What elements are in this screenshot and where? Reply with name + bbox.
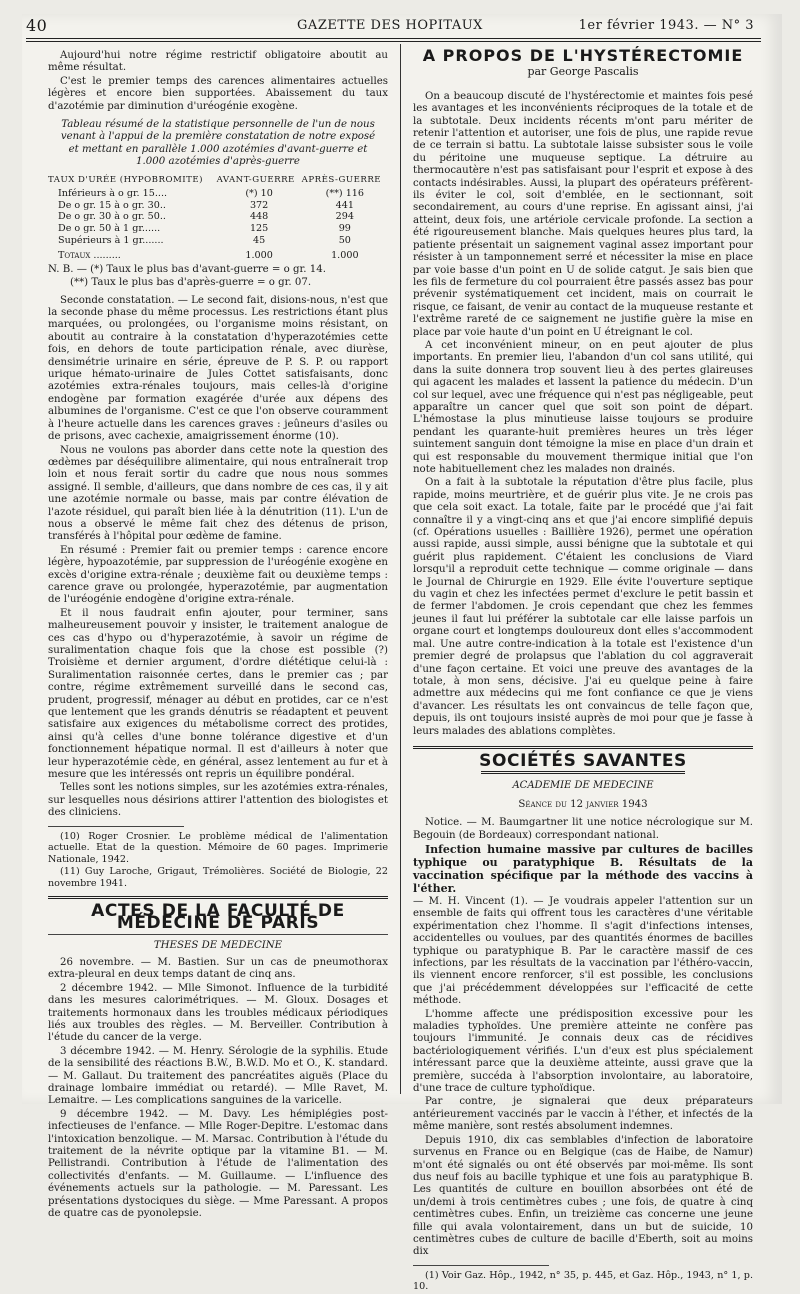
paragraph: Seconde constatation. — Le second fait, disions-nous, n'est que la seconde phase du même processus. Les restrictions étant plus marquées, ou prolongées, ou l'organisme moins résistant, on aboutit au contraire à la constatation d'hyperazotémies cette fois, en dehors de toute participation rénale, avec diurèse, densimétrie urinaire en série, épreuve de P. S. P. ou rapport urique hémato-urinaire de Jules Cottet satisfaisants, donc azotémies extra-rénales toujours, mais celles-là d'origine endogène par formation exagérée d'urée aux dépens des albumines de l'organisme. C'est ce que l'on observe couramment à l'heure actuelle dans les carences graves : jeûneurs d'asiles ou de prisons, avec cachexie, amaigrissement énorme (10). — [48, 294, 388, 443]
footnote-rule — [48, 826, 184, 827]
session-date: Séance du 12 janvier 1943 — [518, 798, 648, 810]
paragraph: Aujourd'hui notre régime restrictif obligatoire aboutit au même résultat. — [48, 50, 388, 74]
paragraph: Depuis 1910, dix cas semblables d'infection de laboratoire survenus en France ou en Belgique (cas de Haibe, de Namur) m'ont été signalés ou ont été observés par moi-même. Ils sont dus neuf fois au bacille typhique et une fois au paratyphique B. Les quantités de culture en bouillon absorbées ont été de un/demi à trois centimètres cubes ; une fois, de quatre à cinq centimètres cubes. Enfin, un treizième cas concerne une jeune fille qui avala volontairement, dans un but de suicide, 10 centimètres cubes de culture de bacille d'Eberth, soit au moins dix — [413, 1134, 753, 1258]
section-title: ACTES DE LA FACULTÉ DE MÉDECINE DE PARIS — [91, 900, 345, 934]
section-title: SOCIÉTÉS SAVANTES — [479, 750, 687, 771]
column-header: TAUX D'URÉE (HYPOBROMITE) — [48, 174, 204, 185]
table-row — [48, 211, 388, 223]
table-caption: Tableau résumé de la statistique personnelle de l'un de nous venant à l'appui de la première constatation de notre exposé et mettant en parallèle 1.000 azotémies d'avant-guerre et 1.000 azotémies d'après-guerre — [60, 119, 376, 168]
paragraph: On a beaucoup discuté de l'hystérectomie et maintes fois pesé les avantages et les inconvénients réciproques de la totale et de la subtotale. Deux incidents récents m'ont paru mériter de retenir l'attention et autoriser, une fois de plus, une rapide revue de ce terrain si battu. La subtotale laisse subsister sous le voile du péritoine une muqueuse septique. La détruire au thermocautère n'est pas satisfaisant pour l'esprit et expose à des contacts indésirables. Aussi, la plupart des opérateurs préfèrent-ils éviter le col, soit d'emblée, en le sectionnant, soit secondairement, au cours d'une reprise. En agissant ainsi, j'ai atteint, deux fois, une artériole cervicale profonde. La section a été rigoureusement blanche. Mais quelques heures plus tard, la patiente présentait un saignement vaginal assez important pour résister à un tamponnement serré et nécessiter la mise en place par voie basse d'un point en U de solide catgut. Je sais bien que les fils de fermeture du col pourraient être passés assez bas pour prévenir systématiquement cet incident, mais on courrait le risque, ce faisant, de venir au contact de la muqueuse restante et l'extrême rareté de ce saignement ne justifie guère la mise en place par voie haute d'un point en U étreignant le col. — [413, 90, 753, 338]
subsection-title: THESES DE MEDECINE — [153, 940, 283, 952]
paragraph: — M. H. Vincent (1). — Je voudrais appeler l'attention sur un ensemble de faits qui offrent tous les caractères d'une véritable expérimentation chez l'homme. Il s'agit d'infections intenses, accidentelles ou voulues, par des quantités énormes de bacilles typhique ou paratyphique B. Par le caractère massif de ces infections, par les résultats de la vaccination par l'éthéro-vaccin, ils viennent encore renforcer, s'il est possible, les conclusions que j'ai précédemment développées sur l'efficacité de cette méthode. — [413, 895, 753, 1007]
article-title: A PROPOS DE L'HYSTÉRECTOMIE — [422, 46, 744, 65]
column-header: AVANT-GUERRE — [216, 174, 295, 185]
notice-paragraph: Notice. — M. Baumgartner lit une notice nécrologique sur M. Begouin (de Bordeaux) correspondant national. — [413, 817, 753, 841]
subarticle-title: Infection humaine massive par cultures de bacilles typhique ou paratyphique B. Résultats de la vaccination spécifique par la méthode des vaccins à l'éther. — [413, 842, 753, 895]
paragraph: L'homme affecte une prédisposition excessive pour les maladies typhoïdes. Une première atteinte ne confère pas toujours l'immunité. Je connais deux cas de récidives bactériologiquement vérifiés. L'un d'eux est plus spécialement intéressant parce que la deuxième atteinte, aussi grave que la première, succéda à l'absorption involontaire, au laboratoire, d'une trace de culture typhoïdique. — [413, 1008, 753, 1095]
table-cell: 99 — [338, 223, 351, 235]
right-column — [413, 46, 753, 1294]
footnote: (1) Voir Gaz. Hôp., 1942, n° 35, p. 445, et Gaz. Hôp., 1943, n° 1, p. 10. — [413, 1269, 753, 1293]
thesis-entry: 9 décembre 1942. — M. Davy. Les hémiplégies post-infectieuses de l'enfance. — Mlle Roger-Depitre. L'estomac dans l'intoxication benzolique. — M. Marsac. Contribution à l'étude du traitement de la névrite optique par la vitamine B1. — M. Pellistrandi. Contribution à l'étude de l'alimentation des collectivités d'enfants. — M. Guillaume. — L'influence des événements actuels sur la pathologie. — M. Paressant. Les présentations dystociques du siège. — Mme Paressant. A propos de quatre cas de pyonolepsie. — [48, 1108, 388, 1219]
header-rule-2 — [26, 41, 761, 42]
table-cell: De o gr. 15 à o gr. 30.. — [58, 199, 166, 211]
table-cell: 125 — [249, 223, 269, 235]
academy-title: ACADEMIE DE MEDECINE — [512, 780, 654, 792]
table-cell: (**) 116 — [325, 188, 365, 200]
table-cell: Totaux ......... — [58, 250, 121, 262]
thesis-entry: 2 décembre 1942. — Mlle Simonot. Influence de la turbidité dans les mesures calorimétriques. — M. Gloux. Dosages et traitements hormonaux dans les troubles médicaux périodiques liés aux troubles des règles. — M. Berveiller. Contribution à l'étude du cancer de la verge. — [48, 982, 388, 1044]
page-header — [26, 16, 754, 36]
thesis-entry: 3 décembre 1942. — M. Henry. Sérologie de la syphilis. Etude de la sensibilité des réactions B.W., B.W.D. Mo et O., K. standard. — M. Gallaut. Du traitement des pancréatites aiguës (Place du drainage lombaire immédiat ou retardé). — Mlle Ravet, M. Lemaitre. — Les complications sanguines de la varicelle. — [48, 1045, 388, 1107]
statistics-table — [48, 173, 388, 262]
article-author: par George Pascalis — [527, 65, 639, 79]
table-cell: 1.000 — [245, 250, 273, 262]
table-cell: De o gr. 50 à 1 gr...... — [58, 223, 161, 235]
footnote: (11) Guy Laroche, Grigaut, Trémolières. Société de Biologie, 22 novembre 1941. — [48, 866, 388, 890]
table-row — [48, 200, 388, 212]
paragraph: Nous ne voulons pas aborder dans cette note la question des œdèmes par déséquilibre alimentaire, qui nous entraînerait trop loin et nous ferait sortir du cadre que nous nous sommes assigné. Il semble, d'ailleurs, que dans nombre de ces cas, il y ait une azotémie normale ou basse, mais par contre élévation de l'azote résiduel, qui paraît bien liée à la dénutrition (11). L'un de nous a observé le même fait chez des détenus de prison, transférés à l'hôpital pour œdème de famine. — [48, 444, 388, 543]
table-row — [48, 235, 388, 247]
paragraph: Telles sont les notions simples, sur les azotémies extra-rénales, sur lesquelles nous désirions attirer l'attention des biologistes et des cliniciens. — [48, 782, 388, 819]
table-cell: (*) 10 — [245, 188, 273, 200]
table-note: (**) Taux le plus bas d'après-guerre = o gr. 07. — [70, 277, 312, 289]
table-header-row — [48, 173, 388, 189]
paragraph: On a fait à la subtotale la réputation d'être plus facile, plus rapide, moins meurtrière, et de guérir plus vite. Je ne crois pas que cela soit exact. La totale, faite par le procédé que j'ai fait connaître il y a vingt-cinq ans et que j'ai encore simplifié depuis (cf. Opérations usuelles : Baillière 1926), permet une opération aussi rapide, aussi simple, aussi bénigne que la subtotale et qui guérit plus rapidement. C'étaient les conclusions de Viard lorsqu'il a reproduit cette technique — comme originale — dans le Journal de Chirurgie en 1929. Elle évite l'ouverture septique du vagin et chez les infectées permet d'exclure le petit bassin et de fermer l'abdomen. Je crois cependant que chez les femmes jeunes il faut lui préférer la subtotale car elle laisse parfois un organe court et longtemps douloureux dont elles s'accommodent mal. Une autre contre-indication à la totale est l'existence d'un premier degré de prolapsus que l'ablation du col aggraverait d'une façon certaine. Et voici une preuve des avantages de la totale, à mon sens, décisive. J'ai eu quelque peine à faire admettre aux médecins qui me font confiance ce que je viens d'avancer. Les résultats les ont convaincus de telle façon que, depuis, ils ont toujours insisté auprès de moi pour que je fasse à leurs malades des ablations complètes. — [413, 477, 753, 737]
table-cell: 448 — [249, 211, 269, 223]
paragraph: En résumé : Premier fait ou premier temps : carence encore légère, hypoazotémie, par suppression de l'uréogénie exogène en excès d'origine extra-rénale ; deuxième fait ou deuxième temps : carence grave ou prolongée, hyperazotémie, par augmentation de l'uréogénie endogène d'origine extra-rénale. — [48, 544, 388, 606]
table-cell: Supérieurs à 1 gr....... — [58, 234, 164, 246]
table-cell: 1.000 — [331, 250, 359, 262]
column-divider — [400, 44, 401, 1094]
section-rule — [48, 896, 388, 899]
table-cell: 441 — [335, 199, 354, 211]
thesis-entry: 26 novembre. — M. Bastien. Sur un cas de pneumothorax extra-pleural en deux temps datant de cinq ans. — [48, 956, 388, 981]
left-column — [48, 50, 388, 1221]
page-number: 40 — [26, 16, 48, 35]
table-cell: Inférieurs à o gr. 15.... — [58, 188, 168, 200]
table-total-row — [48, 246, 388, 262]
journal-title: GAZETTE DES HOPITAUX — [297, 18, 483, 33]
table-cell: 372 — [249, 199, 269, 211]
section-rule — [413, 746, 753, 749]
paragraph: A cet inconvénient mineur, on en peut ajouter de plus importants. En premier lieu, l'abandon d'un col sans utilité, qui dans la suite donnera trop souvent lieu à des pertes glaireuses qui agacent les malades et lassent la patience du médecin. D'un col sur lequel, avec une fréquence qui n'est pas négligeable, peut apparaître un cancer quel que soit son point de départ. L'hémostase la plus minutieuse laisse toujours se produire pendant les quarante-huit premières heures un très léger suintement sanguin dont témoigne la mise en place d'un drain et qui est responsable du mouvement thermique initial que l'on note habituellement chez les malades non drainés. — [413, 339, 753, 475]
table-cell: 50 — [338, 234, 351, 246]
table-row — [48, 188, 388, 200]
section-rule — [48, 934, 388, 935]
paragraph: Par contre, je signalerai que deux préparateurs antérieurement vaccinés par le vaccin à l'éther, et infectés de la même manière, sont restés absolument indemnes. — [413, 1096, 753, 1133]
table-cell: 294 — [335, 211, 354, 223]
header-rule — [26, 38, 761, 39]
table-cell: De o gr. 30 à o gr. 50.. — [58, 211, 166, 223]
footnote: (10) Roger Crosnier. Le problème médical de l'alimentation actuelle. Etat de la question. Mémoire de 60 pages. Imprimerie Nationale, 1942. — [48, 830, 388, 865]
paragraph: Et il nous faudrait enfin ajouter, pour terminer, sans malheureusement pouvoir y insister, le traitement analogue de ces cas d'hypo ou d'hyperazotémie, à savoir un régime de suralimentation chaque fois que la chose est possible (?) Troisième et dernier argument, d'ordre diététique celui-là : Suralimentation raisonnée certes, dans le premier cas ; par contre, régime extrêmement surveillé dans le second cas, prudent, progressif, ménager au début en protides, car ce n'est que lentement que les grands dénutris se réadaptent et peuvent satisfaire aux exigences du métabolisme correct des protides, ainsi qu'à celles d'une bonne tolérance digestive et d'un fonctionnement hépatique normal. Il est d'ailleurs à noter que leur hyperazotémie cède, en général, assez lentement au fur et à mesure que les intéressés ont repris un équilibre pondéral. — [48, 607, 388, 781]
table-note: N. B. — (*) Taux le plus bas d'avant-guerre = o gr. 14. — [48, 263, 326, 275]
paragraph: C'est le premier temps des carences alimentaires actuelles légères et encore bien supportées. Abaissement du taux d'azotémie par diminution d'uréogénie exogène. — [48, 75, 388, 112]
section-rule — [481, 771, 685, 774]
table-row — [48, 223, 388, 235]
table-cell: 45 — [252, 234, 266, 246]
column-header: APRÈS-GUERRE — [301, 174, 382, 185]
footnote-rule — [413, 1265, 549, 1266]
issue-date: 1er février 1943. — N° 3 — [578, 18, 754, 33]
